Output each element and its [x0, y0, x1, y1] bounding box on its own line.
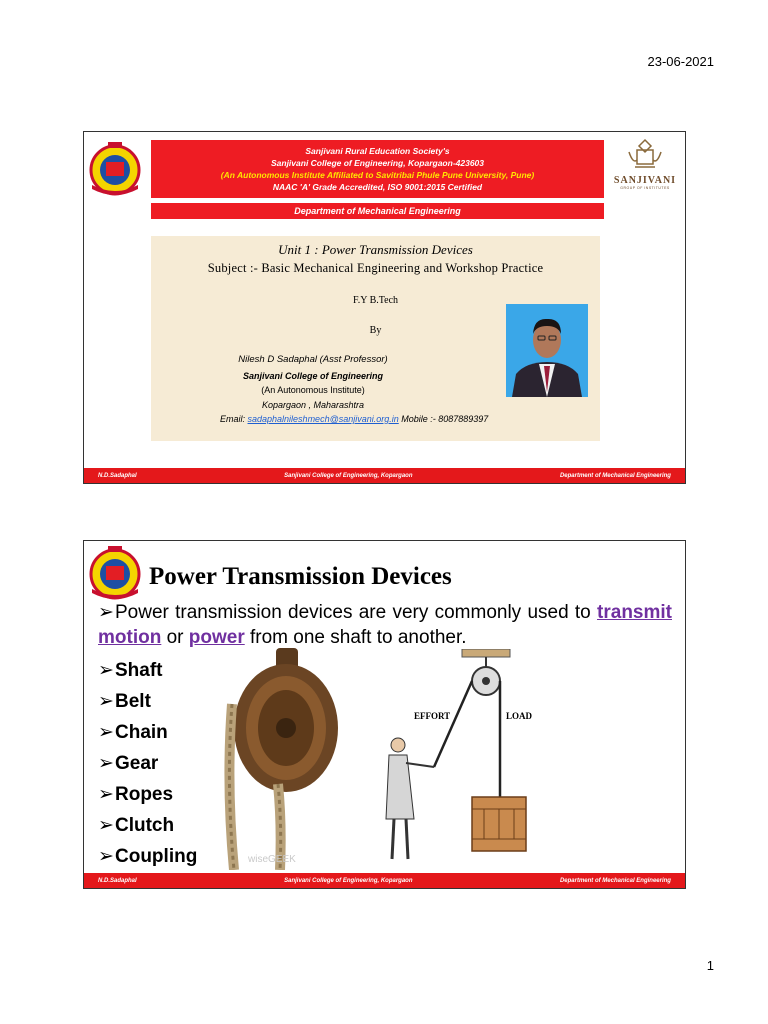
institute-header	[151, 140, 604, 198]
device-list	[98, 655, 197, 872]
slide2-footer	[84, 873, 685, 888]
list-item: ➢Chain	[98, 717, 197, 748]
slide1-footer	[84, 468, 685, 483]
list-item: ➢Shaft	[98, 655, 197, 686]
keyword-power: power	[188, 627, 245, 648]
watermark-text: wiseGEEK	[248, 854, 296, 865]
arrow-bullet-icon: ➢	[98, 691, 114, 712]
page-date: 23-06-2021	[647, 54, 714, 69]
slide-title	[83, 131, 686, 484]
intro-paragraph	[98, 600, 672, 650]
footer-college: Sanjivani College of Engineering, Kopargaon	[284, 472, 413, 479]
footer-college: Sanjivani College of Engineering, Kopargaon	[284, 877, 413, 884]
arrow-bullet-icon: ➢	[98, 846, 114, 867]
arrow-bullet-icon: ➢	[98, 815, 114, 836]
accreditation-text: NAAC 'A' Grade Accredited, ISO 9001:2015 Certified	[272, 182, 483, 192]
society-name: Sanjivani Rural Education Society's	[305, 146, 450, 156]
by-label: By	[369, 325, 382, 336]
mobile-text: Mobile :- 8087889397	[398, 414, 489, 424]
sanjivani-group-logo	[612, 138, 678, 194]
arrow-bullet-icon: ➢	[98, 753, 114, 774]
list-item: ➢Belt	[98, 686, 197, 717]
arrow-bullet-icon: ➢	[98, 602, 114, 623]
affiliation-text: (An Autonomous Institute Affiliated to Savitribai Phule Pune University, Pune)	[220, 170, 535, 180]
arrow-bullet-icon: ➢	[98, 784, 114, 805]
effort-label: EFFORT	[414, 711, 451, 721]
email-link[interactable]: sadaphalnileshmech@sanjivani.org.in	[247, 414, 399, 424]
slide-heading: Power Transmission Devices	[149, 563, 452, 590]
department-bar: Department of Mechanical Engineering	[151, 203, 604, 219]
contact-line	[151, 414, 600, 424]
load-label: LOAD	[506, 711, 533, 721]
list-item: ➢Clutch	[98, 810, 197, 841]
crest-icon	[625, 138, 665, 170]
footer-department: Department of Mechanical Engineering	[559, 877, 671, 884]
page-number: 1	[706, 958, 714, 973]
email-label: Email:	[220, 414, 248, 424]
list-item: ➢Ropes	[98, 779, 197, 810]
footer-department: Department of Mechanical Engineering	[559, 472, 671, 479]
class-label: F.Y B.Tech	[352, 295, 399, 306]
unit-title: Unit 1 : Power Transmission Devices	[278, 242, 473, 257]
rusty-pulley-image	[216, 644, 352, 870]
college-name: Sanjivani College of Engineering, Kopargaon-423603	[270, 158, 485, 168]
footer-author: N.D.Sadaphal	[98, 877, 137, 884]
brand-name: SANJIVANI	[613, 175, 677, 186]
footer-author: N.D.Sadaphal	[98, 472, 137, 479]
subject-line: Subject :- Basic Mechanical Engineering and Workshop Practice	[207, 261, 544, 275]
keyword-transmit-motion: transmit motion	[98, 602, 672, 648]
arrow-bullet-icon: ➢	[98, 722, 114, 743]
author-name: Nilesh D Sadaphal (Asst Professor)	[238, 354, 388, 365]
title-panel	[151, 236, 600, 441]
pulley-diagram	[384, 649, 574, 869]
college-logo-icon	[86, 543, 144, 601]
intro-text-start: Power transmission devices are very commonly used to	[115, 602, 598, 623]
brand-subtitle: GROUP OF INSTITUTES	[620, 186, 670, 190]
slide-power-transmission	[83, 540, 686, 889]
arrow-bullet-icon: ➢	[98, 660, 114, 681]
author-photo	[506, 304, 588, 397]
college-logo-icon	[86, 139, 144, 197]
intro-text-end: from one shaft to another.	[244, 627, 467, 648]
institute-type: (An Autonomous Institute)	[261, 385, 365, 395]
author-college: Sanjivani College of Engineering	[242, 371, 384, 381]
list-item: ➢Gear	[98, 748, 197, 779]
intro-text-mid: or	[161, 627, 189, 648]
location: Kopargaon , Maharashtra	[261, 400, 365, 410]
list-item: ➢Coupling	[98, 841, 197, 872]
